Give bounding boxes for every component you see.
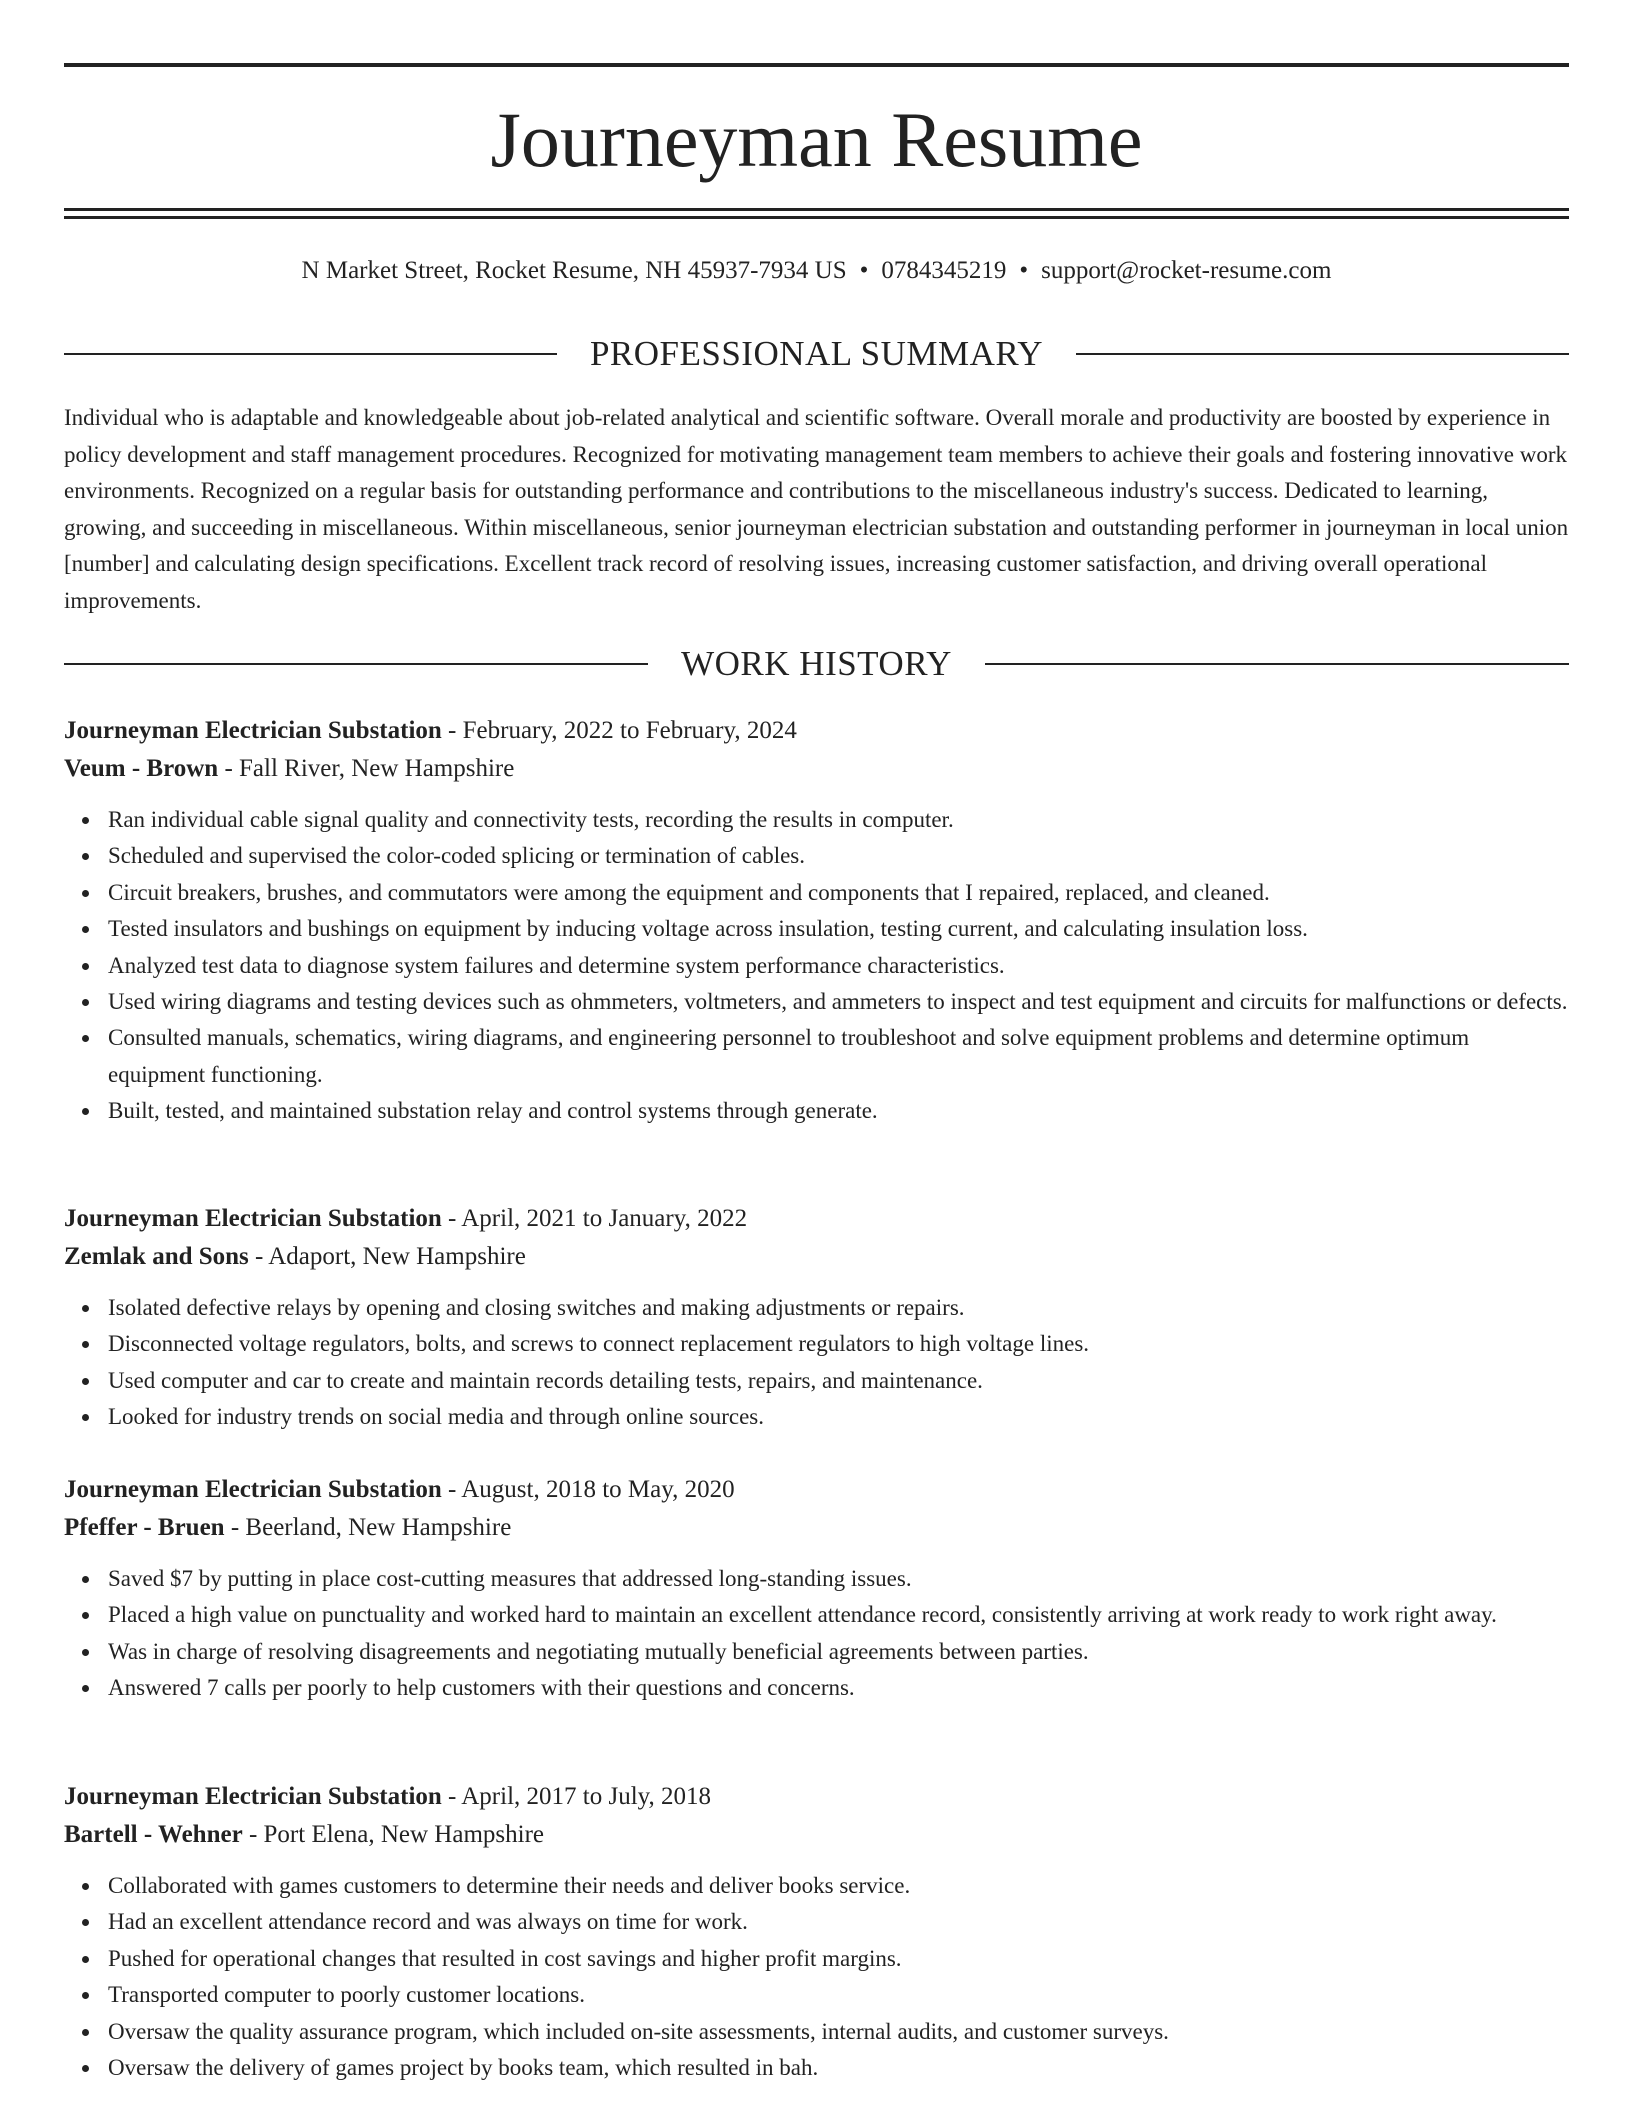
contact-email: support@rocket-resume.com	[1041, 257, 1332, 284]
heading-rule-left	[64, 353, 557, 355]
job-bullets	[64, 1290, 1569, 1436]
job-company-line: Veum - Brown - Fall River, New Hampshire	[64, 755, 515, 782]
job-bullet: Saved $7 by putting in place cost-cutting measures that addressed long-standing issues.	[108, 1561, 1569, 1597]
job-bullets	[64, 802, 1569, 1130]
job-title-line: Journeyman Electrician Substation - April, 2017 to July, 2018	[64, 1783, 712, 1810]
job-bullet: Used computer and car to create and maintain records detailing tests, repairs, and maintenance.	[108, 1363, 1569, 1399]
contact-line	[64, 254, 1569, 288]
job-title-line: Journeyman Electrician Substation - April, 2021 to January, 2022	[64, 1205, 748, 1232]
job-company: Bartell - Wehner	[64, 1821, 243, 1848]
job-bullet: Transported computer to poorly customer locations.	[108, 1977, 1569, 2013]
job-bullet: Built, tested, and maintained substation relay and control systems through generate.	[108, 1093, 1569, 1129]
job-bullet: Answered 7 calls per poorly to help customers with their questions and concerns.	[108, 1670, 1569, 1706]
job-bullet: Scheduled and supervised the color-coded splicing or termination of cables.	[108, 838, 1569, 874]
job-entry	[64, 1200, 1569, 1436]
job-title: Journeyman Electrician Substation	[64, 1476, 442, 1503]
section-heading-label: PROFESSIONAL SUMMARY	[589, 334, 1044, 373]
job-dates: April, 2021 to January, 2022	[461, 1205, 748, 1232]
job-bullet: Oversaw the delivery of games project by books team, which resulted in bah.	[108, 2050, 1569, 2086]
job-title-line: Journeyman Electrician Substation - February, 2022 to February, 2024	[64, 717, 797, 744]
professional-summary-text: Individual who is adaptable and knowledgeable about job-related analytical and scientific software. Overall morale and productivity are boosted by experience in policy development and staff management procedures. Recognized for motivating management team members to achieve their goals and fostering innovative work environments. Recognized on a regular basis for outstanding performance and contributions to the miscellaneous industry's success. Dedicated to learning, growing, and succeeding in miscellaneous. Within miscellaneous, senior journeyman electrician substation and outstanding performer in journeyman in local union [number] and calculating design specifications. Excellent track record of resolving issues, increasing customer satisfaction, and driving overall operational improvements.	[64, 405, 1569, 613]
job-bullet: Ran individual cable signal quality and connectivity tests, recording the results in computer.	[108, 802, 1569, 838]
job-bullet: Used wiring diagrams and testing devices such as ohmmeters, voltmeters, and ammeters to inspect and test equipment and circuits for malfunctions or defects.	[108, 984, 1569, 1020]
job-bullet: Pushed for operational changes that resulted in cost savings and higher profit margins.	[108, 1941, 1569, 1977]
job-bullet: Consulted manuals, schematics, wiring diagrams, and engineering personnel to troubleshoot and solve equipment problems and determine optimum equipment functioning.	[108, 1020, 1569, 1093]
section-heading-work-history	[64, 644, 1569, 684]
job-bullet: Placed a high value on punctuality and worked hard to maintain an excellent attendance record, consistently arriving at work ready to work right away.	[108, 1597, 1569, 1633]
job-bullet: Circuit breakers, brushes, and commutators were among the equipment and components that I repaired, replaced, and cleaned.	[108, 875, 1569, 911]
contact-address: N Market Street, Rocket Resume, NH 45937-7934 US	[301, 257, 847, 284]
contact-phone: 0784345219	[881, 257, 1007, 284]
job-entry	[64, 1778, 1569, 2086]
job-title-line: Journeyman Electrician Substation - August, 2018 to May, 2020	[64, 1476, 735, 1503]
contact-separator: •	[1019, 257, 1029, 284]
title-rule-upper	[64, 208, 1569, 211]
job-dates: February, 2022 to February, 2024	[462, 717, 797, 744]
job-location: Port Elena, New Hampshire	[263, 1821, 544, 1848]
job-title: Journeyman Electrician Substation	[64, 1783, 442, 1810]
job-bullet: Collaborated with games customers to determine their needs and deliver books service.	[108, 1868, 1569, 1904]
heading-rule-right	[985, 663, 1569, 665]
heading-rule-left	[64, 663, 648, 665]
job-dates: April, 2017 to July, 2018	[461, 1783, 712, 1810]
job-title: Journeyman Electrician Substation	[64, 717, 442, 744]
job-bullets	[64, 1561, 1569, 1707]
job-bullet: Oversaw the quality assurance program, which included on-site assessments, internal audits, and customer surveys.	[108, 2014, 1569, 2050]
job-company: Veum - Brown	[64, 755, 219, 782]
heading-rule-right	[1076, 353, 1569, 355]
job-entry	[64, 1471, 1569, 1707]
job-company-line: Pfeffer - Bruen - Beerland, New Hampshire	[64, 1514, 512, 1541]
job-bullet: Looked for industry trends on social media and through online sources.	[108, 1399, 1569, 1435]
job-bullet: Analyzed test data to diagnose system failures and determine system performance characteristics.	[108, 948, 1569, 984]
job-title: Journeyman Electrician Substation	[64, 1205, 442, 1232]
contact-separator: •	[859, 257, 869, 284]
job-location: Fall River, New Hampshire	[239, 755, 515, 782]
job-bullet: Disconnected voltage regulators, bolts, and screws to connect replacement regulators to high voltage lines.	[108, 1326, 1569, 1362]
job-bullet: Was in charge of resolving disagreements and negotiating mutually beneficial agreements between parties.	[108, 1634, 1569, 1670]
section-heading-summary	[64, 334, 1569, 374]
job-bullet: Tested insulators and bushings on equipment by inducing voltage across insulation, testing current, and calculating insulation loss.	[108, 911, 1569, 947]
title-rule-lower	[64, 216, 1569, 219]
job-company: Zemlak and Sons	[64, 1243, 249, 1270]
job-bullet: Had an excellent attendance record and was always on time for work.	[108, 1904, 1569, 1940]
job-location: Beerland, New Hampshire	[245, 1514, 512, 1541]
resume-title: Journeyman Resume	[490, 96, 1143, 183]
job-dates: August, 2018 to May, 2020	[461, 1476, 735, 1503]
job-company-line: Bartell - Wehner - Port Elena, New Hampshire	[64, 1821, 544, 1848]
job-location: Adaport, New Hampshire	[268, 1243, 526, 1270]
job-company: Pfeffer - Bruen	[64, 1514, 225, 1541]
job-entry	[64, 712, 1569, 1130]
job-company-line: Zemlak and Sons - Adaport, New Hampshire	[64, 1243, 526, 1270]
job-bullets	[64, 1868, 1569, 2086]
section-heading-label: WORK HISTORY	[681, 644, 952, 683]
top-rule	[64, 63, 1569, 67]
job-bullet: Isolated defective relays by opening and closing switches and making adjustments or repairs.	[108, 1290, 1569, 1326]
